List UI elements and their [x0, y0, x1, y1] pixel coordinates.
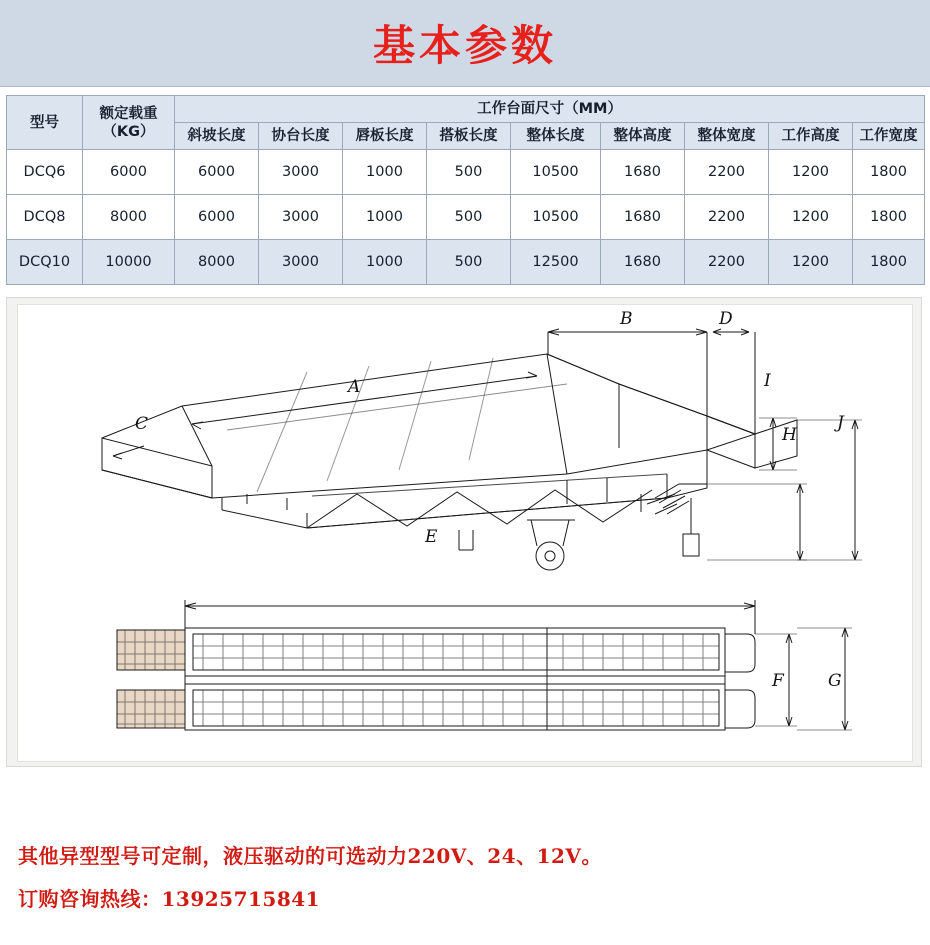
dim-label-c: C: [135, 414, 149, 435]
header-ramp-length: 斜坡长度: [175, 123, 259, 150]
dim-label-a: A: [348, 377, 361, 398]
dim-label-e: E: [425, 527, 438, 548]
dim-label-j: J: [837, 413, 844, 434]
header-rated-load-line1: 额定载重: [99, 105, 158, 122]
header-rated-load-line2: （KG）: [102, 123, 155, 140]
cell-platform-length: 3000: [259, 195, 343, 240]
header-bridge-length: 搭板长度: [427, 123, 511, 150]
dim-label-d: D: [719, 309, 733, 330]
header-rated-load: [83, 96, 175, 150]
cell-model: DCQ6: [7, 150, 83, 195]
cell-platform-length: 3000: [259, 150, 343, 195]
cell-model: DCQ10: [7, 240, 83, 285]
cell-overall-length: 10500: [511, 150, 601, 195]
cell-overall-length: 12500: [511, 240, 601, 285]
footer-notes: [18, 840, 918, 926]
technical-drawing-svg: [7, 298, 923, 768]
cell-bridge-length: 500: [427, 150, 511, 195]
header-working-width: 工作宽度: [853, 123, 925, 150]
cell-working-width: 1800: [853, 150, 925, 195]
dim-label-f: F: [772, 671, 784, 692]
cell-overall-height: 1680: [601, 195, 685, 240]
cell-ramp-length: 8000: [175, 240, 259, 285]
cell-bridge-length: 500: [427, 240, 511, 285]
table-row: [7, 195, 925, 240]
dim-label-g: G: [828, 671, 842, 692]
cell-model: DCQ8: [7, 195, 83, 240]
spec-table: [6, 95, 925, 285]
header-platform-length: 协台长度: [259, 123, 343, 150]
cell-overall-width: 2200: [685, 150, 769, 195]
cell-overall-width: 2200: [685, 195, 769, 240]
cell-working-width: 1800: [853, 195, 925, 240]
cell-lip-length: 1000: [343, 195, 427, 240]
cell-overall-height: 1680: [601, 150, 685, 195]
page-title: 基本参数: [372, 21, 557, 70]
cell-lip-length: 1000: [343, 240, 427, 285]
note-customization: 其他异型型号可定制，液压驱动的可选动力220V、24、12V。: [18, 844, 602, 868]
dim-label-i: I: [764, 371, 771, 392]
cell-lip-length: 1000: [343, 150, 427, 195]
header-lip-length: 唇板长度: [343, 123, 427, 150]
cell-rated-load: 8000: [83, 195, 175, 240]
spec-table-container: [0, 87, 930, 289]
table-row: [7, 240, 925, 285]
cell-ramp-length: 6000: [175, 195, 259, 240]
note-hotline: [18, 883, 918, 912]
table-row: [7, 150, 925, 195]
cell-ramp-length: 6000: [175, 150, 259, 195]
header-model: 型号: [7, 96, 83, 150]
page-title-band: [0, 0, 930, 87]
cell-working-width: 1800: [853, 240, 925, 285]
header-worktable-dimensions: 工作台面尺寸（MM）: [175, 96, 925, 123]
cell-overall-length: 10500: [511, 195, 601, 240]
header-overall-width: 整体宽度: [685, 123, 769, 150]
table-header-row-1: [7, 96, 925, 123]
dim-label-h: H: [782, 425, 797, 446]
cell-working-height: 1200: [769, 195, 853, 240]
hotline-phone-number: 13925715841: [161, 887, 321, 911]
technical-drawing-panel: [6, 297, 922, 767]
header-working-height: 工作高度: [769, 123, 853, 150]
cell-overall-height: 1680: [601, 240, 685, 285]
header-overall-length: 整体长度: [511, 123, 601, 150]
cell-platform-length: 3000: [259, 240, 343, 285]
dim-label-b: B: [620, 309, 633, 330]
header-overall-height: 整体高度: [601, 123, 685, 150]
cell-rated-load: 6000: [83, 150, 175, 195]
cell-rated-load: 10000: [83, 240, 175, 285]
note-hotline-label: 订购咨询热线：: [18, 887, 162, 911]
cell-overall-width: 2200: [685, 240, 769, 285]
cell-working-height: 1200: [769, 150, 853, 195]
cell-working-height: 1200: [769, 240, 853, 285]
cell-bridge-length: 500: [427, 195, 511, 240]
